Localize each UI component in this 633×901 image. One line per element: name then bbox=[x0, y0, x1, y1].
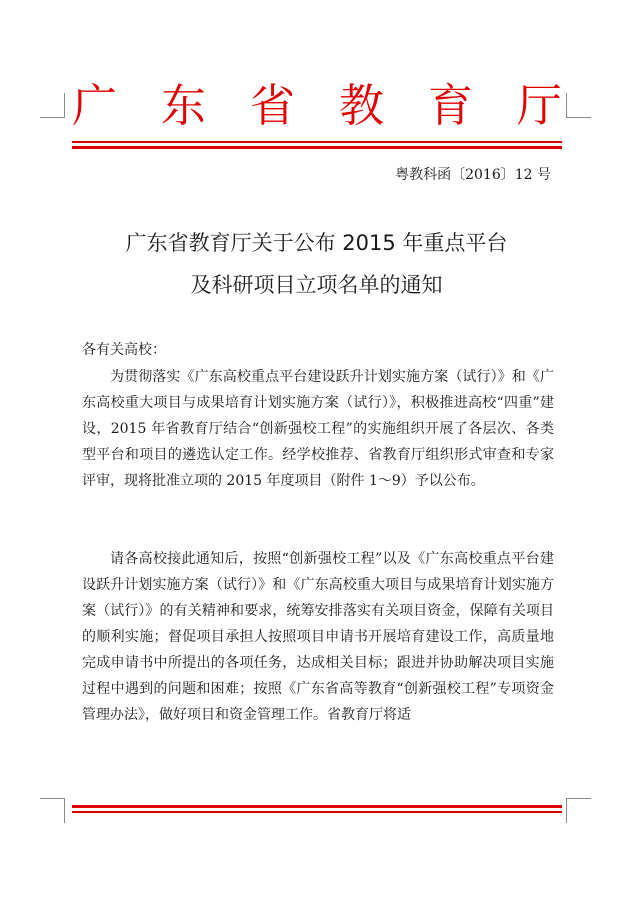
body-paragraph-1: 为贯彻落实《广东高校重点平台建设跃升计划实施方案（试行）》和《广东高校重大项目与成果培育计划实施方案（试行）》，积极推进高校“四重”建设，2015 年省教育厅结合“创新强校工程”的实施组织开展了各层次、各类型平台和项目的遴选认定工作。经学校推荐、省教育厅组织形式审查和专家评审，现将批准立项的 2015 年度项目（附件 1～9）予以公布。 bbox=[82, 369, 554, 489]
document-number: 粤教科函〔2016〕12 号 bbox=[395, 167, 551, 183]
crop-mark-bottom-left bbox=[40, 798, 65, 823]
agency-char: 广 bbox=[72, 79, 118, 132]
crop-mark-bottom-right bbox=[566, 798, 591, 823]
footer-rule-thick bbox=[72, 805, 562, 808]
agency-char: 育 bbox=[427, 79, 473, 132]
agency-char: 教 bbox=[338, 79, 384, 132]
footer-rule-thin bbox=[72, 811, 562, 813]
crop-mark-top-right bbox=[566, 93, 591, 118]
document-title-line-1: 广东省教育厅关于公布 2015 年重点平台 bbox=[125, 231, 508, 255]
document-title-line-2: 及科研项目立项名单的通知 bbox=[190, 273, 443, 297]
agency-char: 东 bbox=[160, 79, 206, 132]
agency-char: 省 bbox=[249, 79, 295, 132]
salutation: 各有关高校： bbox=[82, 342, 166, 358]
header-rule-thin bbox=[72, 141, 562, 143]
agency-header bbox=[72, 80, 562, 132]
body-paragraph-2: 请各高校接此通知后，按照“创新强校工程”以及《广东高校重点平台建设跃升计划实施方案（试行）》和《广东高校重大项目与成果培育计划实施方案（试行）》的有关精神和要求，统筹安排落实有关项目资金，保障有关项目的顺利实施；督促项目承担人按照项目申请书开展培育建设工作，高质量地完成申请书中所提出的各项任务，达成相关目标；跟进并协助解决项目实施过程中遇到的问题和困难；按照《广东省高等教育“创新强校工程”专项资金管理办法》，做好项目和资金管理工作。省教育厅将适 bbox=[82, 551, 554, 723]
header-rule-thick bbox=[72, 146, 562, 149]
crop-mark-top-left bbox=[40, 93, 65, 118]
agency-char: 厅 bbox=[516, 79, 562, 132]
